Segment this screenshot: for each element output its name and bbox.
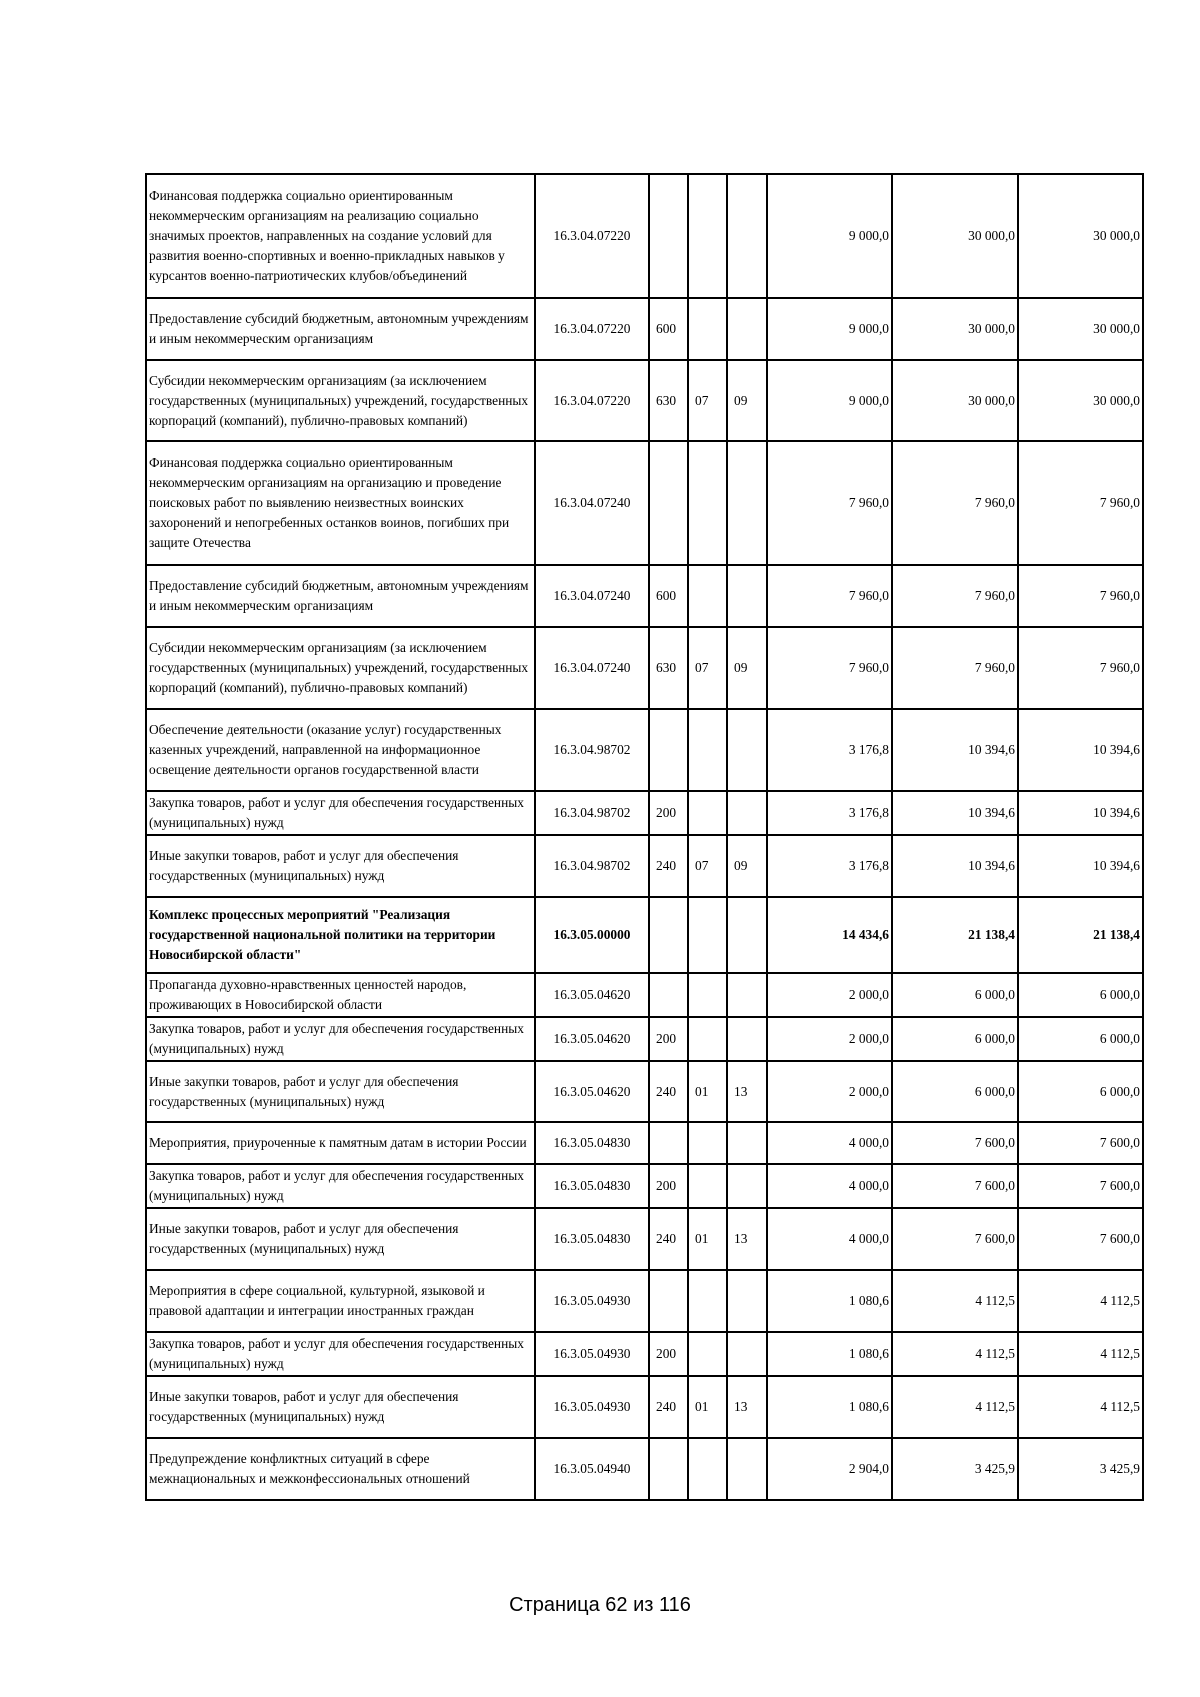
row-rz-cell: 01 [688,1208,727,1270]
row-value-1-cell: 7 960,0 [767,441,892,565]
row-pr-cell [727,298,767,360]
row-value-3-cell: 6 000,0 [1018,1017,1143,1061]
row-code-cell: 16.3.04.98702 [535,709,649,791]
row-code-cell: 16.3.05.04620 [535,1017,649,1061]
row-vr-cell [649,973,688,1017]
row-pr-cell [727,1164,767,1208]
table-row [146,791,1143,835]
row-rz-cell: 07 [688,627,727,709]
row-rz-cell [688,565,727,627]
page-number: Страница 62 из 116 [509,1594,691,1616]
row-rz-cell [688,1438,727,1500]
row-vr-cell: 240 [649,1376,688,1438]
table-row [146,1061,1143,1122]
row-value-1-cell: 4 000,0 [767,1208,892,1270]
row-value-2-cell: 4 112,5 [892,1332,1018,1376]
row-value-2-cell: 7 960,0 [892,441,1018,565]
table-row [146,1017,1143,1061]
row-value-1-cell: 2 000,0 [767,1017,892,1061]
row-name-cell: Иные закупки товаров, работ и услуг для обеспечения государственных (муниципальных) нужд [146,1061,535,1122]
row-value-1-cell: 3 176,8 [767,835,892,897]
row-value-3-cell: 4 112,5 [1018,1270,1143,1332]
row-vr-cell: 630 [649,627,688,709]
row-code-cell: 16.3.05.04830 [535,1164,649,1208]
row-value-1-cell: 1 080,6 [767,1332,892,1376]
row-value-3-cell: 10 394,6 [1018,835,1143,897]
row-vr-cell: 200 [649,1332,688,1376]
row-value-2-cell: 4 112,5 [892,1270,1018,1332]
row-name-cell: Комплекс процессных мероприятий "Реализация государственной национальной политики на территории Новосибирской области" [146,897,535,973]
row-rz-cell [688,1270,727,1332]
row-pr-cell: 13 [727,1376,767,1438]
row-name-cell: Предоставление субсидий бюджетным, автономным учреждениям и иным некоммерческим организациям [146,565,535,627]
row-value-3-cell: 6 000,0 [1018,1061,1143,1122]
row-name-cell: Закупка товаров, работ и услуг для обеспечения государственных (муниципальных) нужд [146,791,535,835]
table-row [146,1438,1143,1500]
row-rz-cell [688,441,727,565]
row-value-2-cell: 10 394,6 [892,835,1018,897]
row-code-cell: 16.3.04.07220 [535,360,649,441]
row-rz-cell [688,1017,727,1061]
row-rz-cell [688,973,727,1017]
row-value-3-cell: 4 112,5 [1018,1332,1143,1376]
row-pr-cell [727,1438,767,1500]
row-vr-cell: 200 [649,1164,688,1208]
table-row [146,565,1143,627]
row-value-3-cell: 7 600,0 [1018,1208,1143,1270]
table-row [146,1376,1143,1438]
row-value-2-cell: 6 000,0 [892,1061,1018,1122]
row-code-cell: 16.3.05.04830 [535,1122,649,1164]
row-rz-cell [688,174,727,298]
row-value-1-cell: 2 904,0 [767,1438,892,1500]
row-pr-cell [727,1017,767,1061]
row-pr-cell [727,565,767,627]
row-pr-cell: 13 [727,1208,767,1270]
row-value-2-cell: 7 600,0 [892,1208,1018,1270]
row-name-cell: Закупка товаров, работ и услуг для обеспечения государственных (муниципальных) нужд [146,1332,535,1376]
row-rz-cell: 07 [688,360,727,441]
row-value-1-cell: 14 434,6 [767,897,892,973]
row-value-2-cell: 10 394,6 [892,791,1018,835]
table-row [146,627,1143,709]
row-name-cell: Мероприятия в сфере социальной, культурной, языковой и правовой адаптации и интеграции иностранных граждан [146,1270,535,1332]
row-vr-cell [649,174,688,298]
row-value-3-cell: 7 960,0 [1018,441,1143,565]
row-name-cell: Иные закупки товаров, работ и услуг для обеспечения государственных (муниципальных) нужд [146,1208,535,1270]
row-name-cell: Обеспечение деятельности (оказание услуг) государственных казенных учреждений, направленной на информационное освещение деятельности органов государственной власти [146,709,535,791]
row-pr-cell [727,709,767,791]
row-code-cell: 16.3.04.07220 [535,174,649,298]
row-value-2-cell: 6 000,0 [892,1017,1018,1061]
row-value-3-cell: 30 000,0 [1018,360,1143,441]
row-value-3-cell: 10 394,6 [1018,791,1143,835]
row-vr-cell [649,897,688,973]
row-rz-cell [688,897,727,973]
row-value-3-cell: 4 112,5 [1018,1376,1143,1438]
row-code-cell: 16.3.05.04620 [535,1061,649,1122]
table-row [146,1332,1143,1376]
table-row [146,298,1143,360]
row-value-1-cell: 9 000,0 [767,360,892,441]
row-name-cell: Субсидии некоммерческим организациям (за исключением государственных (муниципальных) учреждений, государственных корпораций (компаний), публично-правовых компаний) [146,627,535,709]
row-value-3-cell: 30 000,0 [1018,174,1143,298]
row-value-3-cell: 21 138,4 [1018,897,1143,973]
table-row [146,1208,1143,1270]
row-code-cell: 16.3.05.04620 [535,973,649,1017]
row-code-cell: 16.3.05.04830 [535,1208,649,1270]
row-pr-cell: 09 [727,835,767,897]
row-vr-cell: 200 [649,791,688,835]
row-vr-cell: 240 [649,1208,688,1270]
row-pr-cell [727,441,767,565]
row-value-1-cell: 7 960,0 [767,565,892,627]
row-code-cell: 16.3.05.00000 [535,897,649,973]
row-name-cell: Финансовая поддержка социально ориентированным некоммерческим организациям на реализацию социально значимых проектов, направленных на создание условий для развития военно-спортивных и военно-прикладных навыков у курсантов военно-патриотических клубов/объединений [146,174,535,298]
row-pr-cell [727,1122,767,1164]
row-value-3-cell: 7 960,0 [1018,565,1143,627]
row-code-cell: 16.3.04.07240 [535,627,649,709]
row-vr-cell: 600 [649,565,688,627]
row-code-cell: 16.3.05.04940 [535,1438,649,1500]
row-value-3-cell: 3 425,9 [1018,1438,1143,1500]
row-value-3-cell: 6 000,0 [1018,973,1143,1017]
row-name-cell: Иные закупки товаров, работ и услуг для обеспечения государственных (муниципальных) нужд [146,835,535,897]
row-code-cell: 16.3.04.07240 [535,441,649,565]
row-code-cell: 16.3.05.04930 [535,1332,649,1376]
row-value-3-cell: 30 000,0 [1018,298,1143,360]
row-pr-cell [727,897,767,973]
row-vr-cell: 200 [649,1017,688,1061]
row-value-3-cell: 7 600,0 [1018,1122,1143,1164]
row-code-cell: 16.3.05.04930 [535,1270,649,1332]
row-rz-cell [688,1122,727,1164]
row-value-3-cell: 7 960,0 [1018,627,1143,709]
table-row [146,973,1143,1017]
row-value-2-cell: 21 138,4 [892,897,1018,973]
row-vr-cell [649,1270,688,1332]
row-value-3-cell: 7 600,0 [1018,1164,1143,1208]
row-name-cell: Предоставление субсидий бюджетным, автономным учреждениям и иным некоммерческим организациям [146,298,535,360]
row-code-cell: 16.3.04.07220 [535,298,649,360]
row-rz-cell [688,1332,727,1376]
table-body [146,174,1143,1500]
row-code-cell: 16.3.05.04930 [535,1376,649,1438]
row-value-2-cell: 4 112,5 [892,1376,1018,1438]
row-pr-cell [727,174,767,298]
row-value-1-cell: 2 000,0 [767,973,892,1017]
row-pr-cell: 13 [727,1061,767,1122]
table-row [146,897,1143,973]
row-value-1-cell: 7 960,0 [767,627,892,709]
row-rz-cell [688,1164,727,1208]
row-value-1-cell: 9 000,0 [767,174,892,298]
row-name-cell: Иные закупки товаров, работ и услуг для обеспечения государственных (муниципальных) нужд [146,1376,535,1438]
row-vr-cell [649,1122,688,1164]
row-value-1-cell: 4 000,0 [767,1164,892,1208]
row-value-2-cell: 7 960,0 [892,565,1018,627]
row-rz-cell: 07 [688,835,727,897]
row-pr-cell [727,1332,767,1376]
row-value-1-cell: 9 000,0 [767,298,892,360]
row-pr-cell: 09 [727,360,767,441]
row-value-1-cell: 4 000,0 [767,1122,892,1164]
row-value-2-cell: 3 425,9 [892,1438,1018,1500]
table-row [146,709,1143,791]
row-code-cell: 16.3.04.98702 [535,835,649,897]
table-row [146,360,1143,441]
row-value-2-cell: 7 960,0 [892,627,1018,709]
row-name-cell: Мероприятия, приуроченные к памятным датам в истории России [146,1122,535,1164]
row-value-2-cell: 30 000,0 [892,298,1018,360]
row-rz-cell: 01 [688,1376,727,1438]
row-value-1-cell: 2 000,0 [767,1061,892,1122]
table-row [146,1164,1143,1208]
row-name-cell: Пропаганда духовно-нравственных ценностей народов, проживающих в Новосибирской области [146,973,535,1017]
row-vr-cell: 240 [649,1061,688,1122]
row-value-1-cell: 3 176,8 [767,709,892,791]
row-pr-cell [727,973,767,1017]
row-value-2-cell: 7 600,0 [892,1164,1018,1208]
row-name-cell: Субсидии некоммерческим организациям (за исключением государственных (муниципальных) учреждений, государственных корпораций (компаний), публично-правовых компаний) [146,360,535,441]
row-value-2-cell: 6 000,0 [892,973,1018,1017]
row-vr-cell [649,1438,688,1500]
row-name-cell: Закупка товаров, работ и услуг для обеспечения государственных (муниципальных) нужд [146,1017,535,1061]
row-value-1-cell: 3 176,8 [767,791,892,835]
table-row [146,1270,1143,1332]
row-vr-cell [649,441,688,565]
row-value-2-cell: 30 000,0 [892,360,1018,441]
row-vr-cell: 240 [649,835,688,897]
row-value-2-cell: 10 394,6 [892,709,1018,791]
row-value-1-cell: 1 080,6 [767,1270,892,1332]
row-name-cell: Предупреждение конфликтных ситуаций в сфере межнациональных и межконфессиональных отношений [146,1438,535,1500]
budget-table [145,173,1144,1501]
row-name-cell: Закупка товаров, работ и услуг для обеспечения государственных (муниципальных) нужд [146,1164,535,1208]
row-vr-cell: 600 [649,298,688,360]
row-code-cell: 16.3.04.07240 [535,565,649,627]
table-row [146,1122,1143,1164]
row-pr-cell [727,791,767,835]
row-value-3-cell: 10 394,6 [1018,709,1143,791]
row-rz-cell [688,791,727,835]
row-value-2-cell: 7 600,0 [892,1122,1018,1164]
row-vr-cell: 630 [649,360,688,441]
row-pr-cell [727,1270,767,1332]
row-vr-cell [649,709,688,791]
row-rz-cell [688,298,727,360]
row-value-1-cell: 1 080,6 [767,1376,892,1438]
row-rz-cell [688,709,727,791]
table-row [146,835,1143,897]
row-value-2-cell: 30 000,0 [892,174,1018,298]
table-row [146,441,1143,565]
row-rz-cell: 01 [688,1061,727,1122]
row-code-cell: 16.3.04.98702 [535,791,649,835]
row-name-cell: Финансовая поддержка социально ориентированным некоммерческим организациям на организацию и проведение поисковых работ по выявлению неизвестных воинских захоронений и непогребенных останков воинов, погибших при защите Отечества [146,441,535,565]
table-row [146,174,1143,298]
row-pr-cell: 09 [727,627,767,709]
